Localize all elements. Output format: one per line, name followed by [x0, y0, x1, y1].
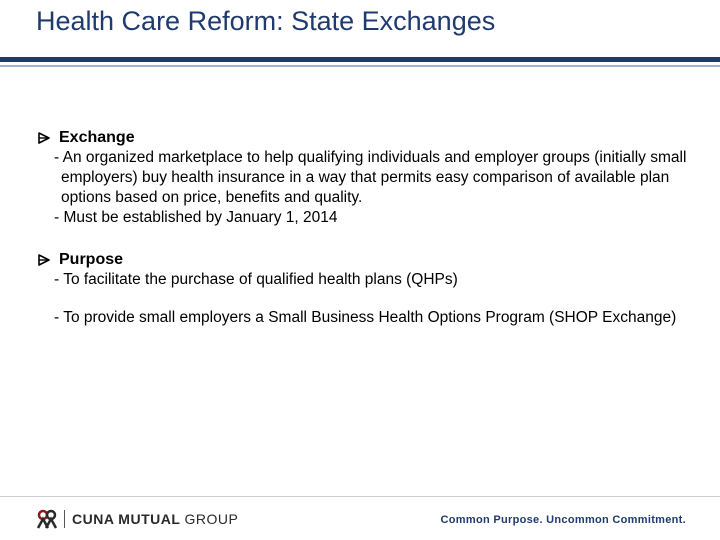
title-divider — [0, 57, 720, 62]
logo-separator — [64, 510, 65, 528]
section-heading-text: Purpose — [59, 251, 124, 268]
sub-list — [38, 148, 698, 228]
logo-group: GROUP — [184, 511, 239, 527]
section-purpose — [38, 250, 698, 328]
tagline: Common Purpose. Uncommon Commitment. — [440, 514, 686, 526]
footer-divider — [0, 496, 720, 497]
section-exchange — [38, 128, 698, 228]
slide-title: Health Care Reform: State Exchanges — [36, 6, 496, 36]
section-heading-text: Exchange — [59, 129, 135, 146]
logo-name: CUNA MUTUAL — [72, 511, 181, 527]
list-item: - Must be established by January 1, 2014 — [54, 209, 338, 226]
title-divider-thin — [0, 65, 720, 67]
list-item: - An organized marketplace to help qualifying individuals and employer groups (initially small employers) buy health insurance in a way that permits easy comparison of available plan options based on price, benefits and quality. — [54, 149, 687, 206]
logo-wordmark — [72, 511, 238, 527]
arrow-bullet-icon — [38, 254, 50, 266]
list-item: - To facilitate the purchase of qualified health plans (QHPs) — [54, 271, 458, 288]
section-heading — [38, 250, 698, 270]
logo-mark-icon — [36, 509, 58, 529]
arrow-bullet-icon — [38, 132, 50, 144]
sub-list — [38, 270, 698, 328]
company-logo — [36, 509, 238, 529]
section-heading — [38, 128, 698, 148]
list-item: - To provide small employers a Small Business Health Options Program (SHOP Exchange) — [54, 309, 677, 326]
slide-body — [38, 128, 698, 350]
